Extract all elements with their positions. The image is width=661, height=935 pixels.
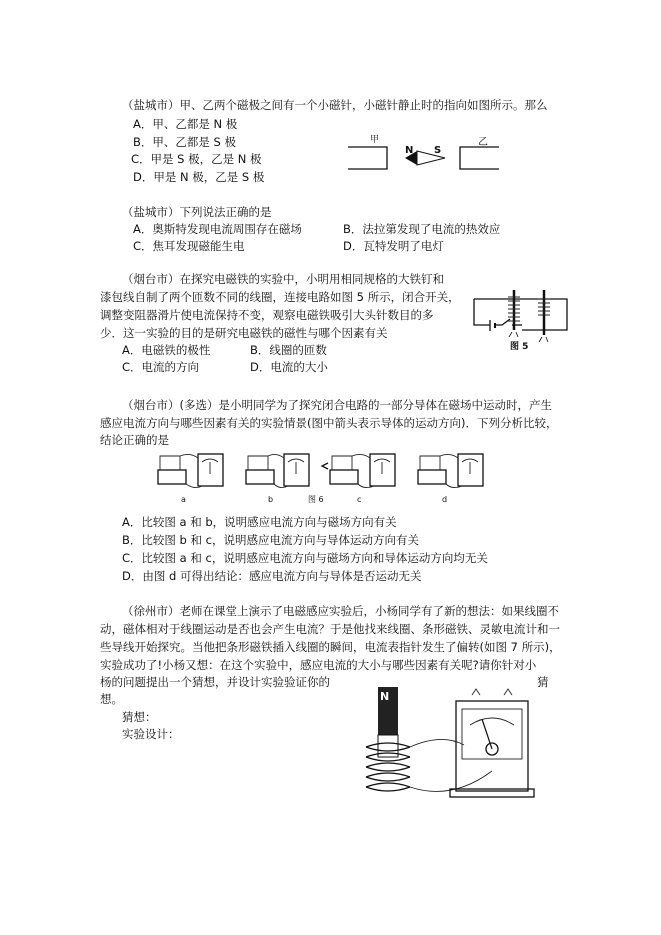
q5-stem-line6: 想。 bbox=[100, 692, 123, 706]
q4-label-b: b bbox=[268, 495, 274, 504]
q5-stem-line1: （徐州市）老师在课堂上演示了电磁感应实验后，小杨同学有了新的想法：如果线圈不 bbox=[122, 604, 559, 618]
q2-stem: （盐城市）下列说法正确的是 bbox=[122, 205, 272, 219]
q4-panel-c bbox=[322, 454, 395, 488]
q4-stem-line1: （烟台市）(多选）是小明同学为了探究闭合电路的一部分导体在磁场中运动时，产生 bbox=[122, 398, 552, 412]
q4-option-c: C．比较图 a 和 c，说明感应电流方向与磁场方向和导体运动方向均无关 bbox=[122, 551, 488, 565]
q4-figure-caption: 图 6 bbox=[308, 495, 324, 504]
q3-stem-line1: （烟台市）在探究电磁铁的实验中，小明用相同规格的大铁钉和 bbox=[122, 272, 444, 286]
q3-option-c: C．电流的方向 bbox=[122, 360, 200, 374]
q2-option-d: D．瓦特发明了电灯 bbox=[343, 239, 444, 253]
q4-stem-line3: 结论正确的是 bbox=[100, 433, 169, 447]
q2-option-a: A．奥斯特发现电流周围存在磁场 bbox=[133, 222, 302, 236]
q4-panel-b bbox=[246, 454, 309, 488]
q1-option-d: D．甲是 N 极，乙是 S 极 bbox=[133, 170, 265, 184]
q1-option-b: B．甲、乙都是 S 极 bbox=[133, 135, 236, 149]
q1-option-a: A．甲、乙都是 N 极 bbox=[133, 117, 238, 131]
q5-stem-line2: 动，磁体相对于线圈运动是否也会产生电流？于是他找来线圈、条形磁铁、灵敏电流计和一 bbox=[100, 622, 560, 636]
q3-option-b: B．线圈的匝数 bbox=[250, 343, 327, 357]
q3-stem-line4: 少．这一实验的目的是研究电磁铁的磁性与哪个因素有关 bbox=[100, 326, 388, 340]
q4-label-c: c bbox=[357, 495, 362, 504]
q1-needle-n: N bbox=[405, 145, 414, 156]
q1-label-right: 乙 bbox=[478, 137, 488, 148]
q3-stem-line2: 漆包线自制了两个匝数不同的线圈，连接电路如图 5 所示，闭合开关， bbox=[100, 290, 460, 304]
q1-option-c: C．甲是 S 极，乙是 N 极 bbox=[131, 152, 262, 166]
q5-design-label: 实验设计： bbox=[122, 727, 180, 741]
q3-stem-line3: 调整变阻器滑片使电流保持不变，观察电磁铁吸引大头针数目的多 bbox=[100, 308, 434, 322]
q4-label-a: a bbox=[181, 495, 186, 504]
q5-stem-line4: 实验成功了!小杨又想：在这个实验中，感应电流的大小与哪些因素有关呢?请你针对小 bbox=[100, 658, 537, 672]
q4-option-b: B．比较图 b 和 c，说明感应电流方向与导体运动方向有关 bbox=[122, 533, 419, 547]
q5-stem-line5: 杨的问题提出一个猜想，并设计实验验证你的 bbox=[100, 675, 330, 689]
q2-option-b: B．法拉第发现了电流的热效应 bbox=[343, 222, 501, 236]
q5-stem-line5-tail: 猜 bbox=[537, 675, 549, 689]
q5-stem-line3: 些导线开始探究。当他把条形磁铁插入线圈的瞬间，电流表指针发生了偏转(如图 7 所示)， bbox=[100, 640, 561, 654]
q1-label-left: 甲 bbox=[370, 135, 380, 145]
q4-option-a: A．比较图 a 和 b，说明感应电流方向与磁场方向有关 bbox=[122, 515, 397, 529]
q1-stem: （盐城市）甲、乙两个磁极之间有一个小磁针，小磁针静止时的指向如图所示。那么 bbox=[122, 98, 548, 112]
q4-label-d: d bbox=[442, 495, 448, 504]
q4-panel-d bbox=[418, 454, 483, 488]
q5-magnet-label: N bbox=[380, 690, 390, 703]
q1-needle-s: S bbox=[434, 145, 442, 156]
q4-stem-line2: 感应电流方向与哪些因素有关的实验情景(图中箭头表示导体的运动方向)．下列分析比较， bbox=[100, 416, 558, 430]
q4-option-d: D．由图 d 可得出结论：感应电流方向与导体是否运动无关 bbox=[122, 569, 422, 583]
q5-guess-label: 猜想： bbox=[122, 710, 157, 724]
q4-panel-a bbox=[158, 454, 223, 488]
q3-option-d: D．电流的大小 bbox=[250, 360, 328, 374]
q2-option-c: C．焦耳发现磁能生电 bbox=[133, 239, 245, 253]
q3-figure-caption: 图 5 bbox=[510, 342, 529, 352]
q3-option-a: A．电磁铁的极性 bbox=[122, 343, 211, 357]
